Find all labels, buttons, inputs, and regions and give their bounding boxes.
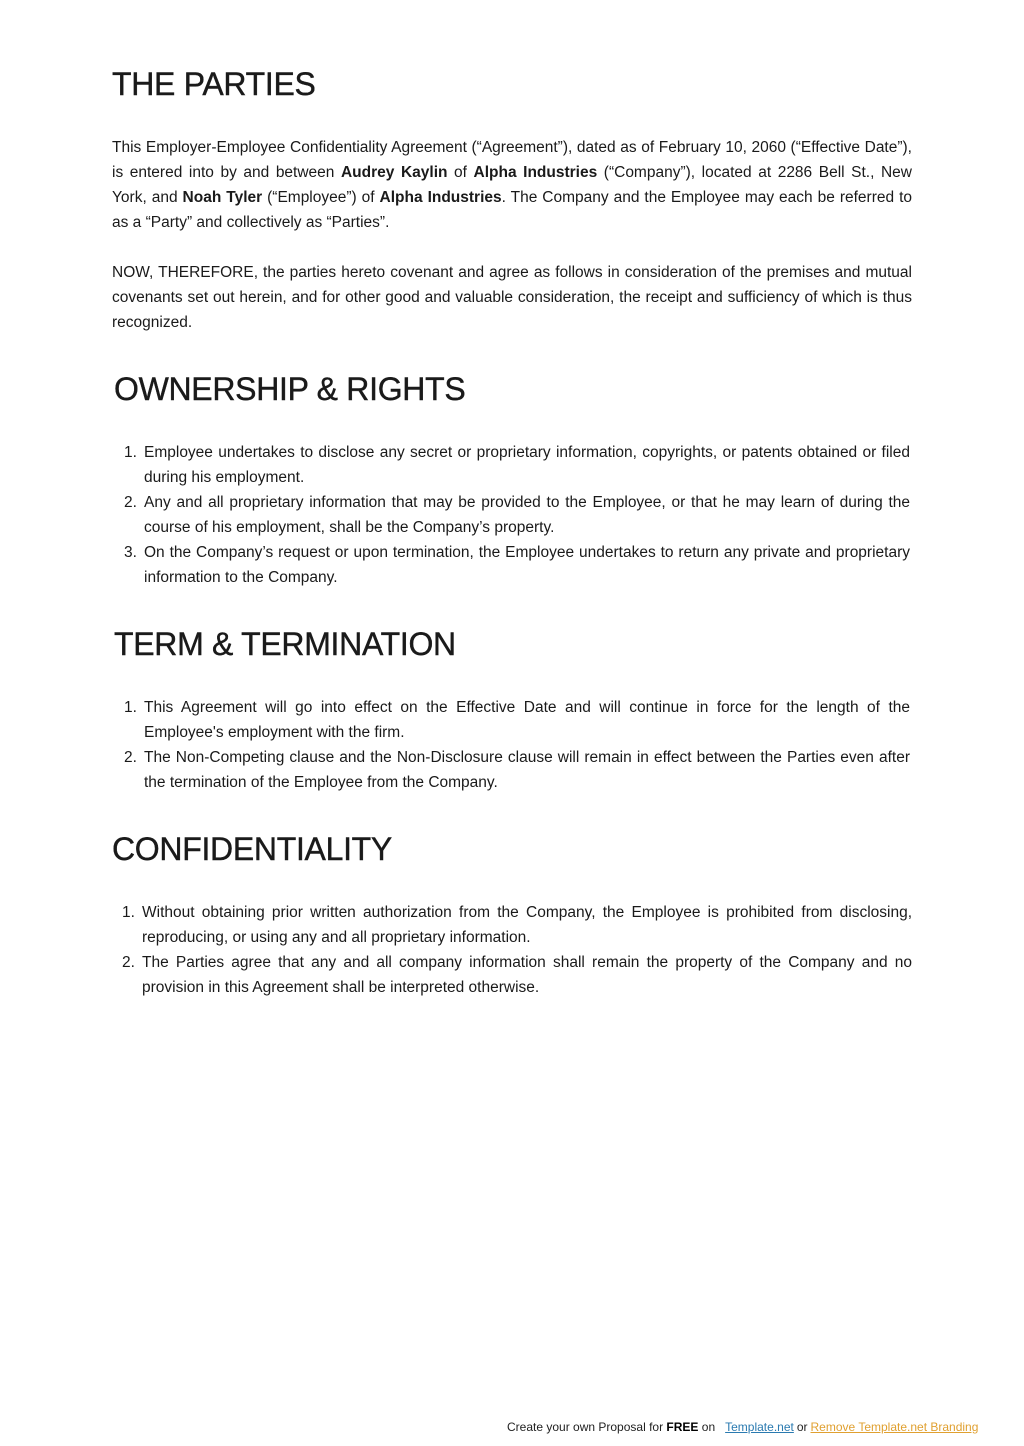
- intro-text: (“Employee”) of: [262, 189, 380, 206]
- list-item: [124, 440, 910, 490]
- intro-text: of: [447, 164, 474, 181]
- footer-on: on: [698, 1420, 716, 1434]
- list-number: 2.: [124, 749, 137, 766]
- intro-text: This Employer-Employee Confidentiality Agreement (“Agreement”), dated as of February 10, 2060 (“Effective Date”), is entered into by and between: [112, 139, 912, 181]
- list-item-text: The Parties agree that any and all company information shall remain the property of the Company and no provision in this Agreement shall be interpreted otherwise.: [142, 954, 912, 996]
- section-heading-ownership: OWNERSHIP & RIGHTS: [114, 371, 466, 407]
- list-item: [122, 900, 912, 950]
- therefore-paragraph: NOW, THEREFORE, the parties hereto covenant and agree as follows in consideration of the premises and mutual covenants set out herein, and for other good and valuable consideration, the receipt and sufficiency of which is thus recognized.: [112, 264, 912, 331]
- list-item: [124, 540, 910, 590]
- list-item-text: Employee undertakes to disclose any secret or proprietary information, copyrights, or patents obtained or filed during his employment.: [144, 444, 910, 486]
- list-number: 1.: [124, 699, 137, 716]
- parties-intro-paragraph: [112, 135, 912, 235]
- footer-prefix: Create your own Proposal for: [507, 1420, 667, 1434]
- footer-or: or: [796, 1420, 808, 1434]
- remove-branding-link[interactable]: Remove Template.net Branding: [810, 1420, 979, 1434]
- list-item: [122, 950, 912, 1000]
- list-number: 2.: [122, 954, 135, 971]
- list-item: [124, 490, 910, 540]
- list-number: 2.: [124, 494, 137, 511]
- template-net-link[interactable]: Template.net: [725, 1420, 794, 1434]
- company-name: Alpha Industries: [379, 189, 502, 206]
- employer-name: Audrey Kaylin: [340, 164, 448, 181]
- confidentiality-list: [122, 900, 912, 1000]
- ownership-list: [124, 440, 910, 590]
- list-item: [124, 695, 910, 745]
- branding-footer: [507, 1419, 978, 1435]
- list-number: 1.: [122, 904, 135, 921]
- employee-name: Noah Tyler: [182, 189, 263, 206]
- footer-free: FREE: [666, 1420, 699, 1434]
- list-item-text: This Agreement will go into effect on the Effective Date and will continue in force for the length of the Employee's employment with the firm.: [144, 699, 910, 741]
- list-number: 3.: [124, 544, 137, 561]
- section-heading-confidentiality: CONFIDENTIALITY: [112, 831, 392, 867]
- list-item-text: Without obtaining prior written authorization from the Company, the Employee is prohibited from disclosing, reproducing, or using any and all proprietary information.: [142, 904, 912, 946]
- section-heading-parties: THE PARTIES: [112, 66, 316, 102]
- intro-text: (“Company”), located at 2286 Bell St., New York, and: [112, 164, 912, 206]
- section-heading-term: TERM & TERMINATION: [114, 626, 456, 662]
- list-item-text: The Non-Competing clause and the Non-Disclosure clause will remain in effect between the Parties even after the termination of the Employee from the Company.: [144, 749, 910, 791]
- list-number: 1.: [124, 444, 137, 461]
- company-name: Alpha Industries: [473, 164, 598, 181]
- list-item-text: On the Company’s request or upon termination, the Employee undertakes to return any private and proprietary information to the Company.: [144, 544, 910, 586]
- term-list: [124, 695, 910, 795]
- list-item: [124, 745, 910, 795]
- intro-text: . The Company and the Employee may each be referred to as a “Party” and collectively as “Parties”.: [112, 189, 912, 231]
- list-item-text: Any and all proprietary information that may be provided to the Employee, or that he may learn of during the course of his employment, shall be the Company’s property.: [144, 494, 910, 536]
